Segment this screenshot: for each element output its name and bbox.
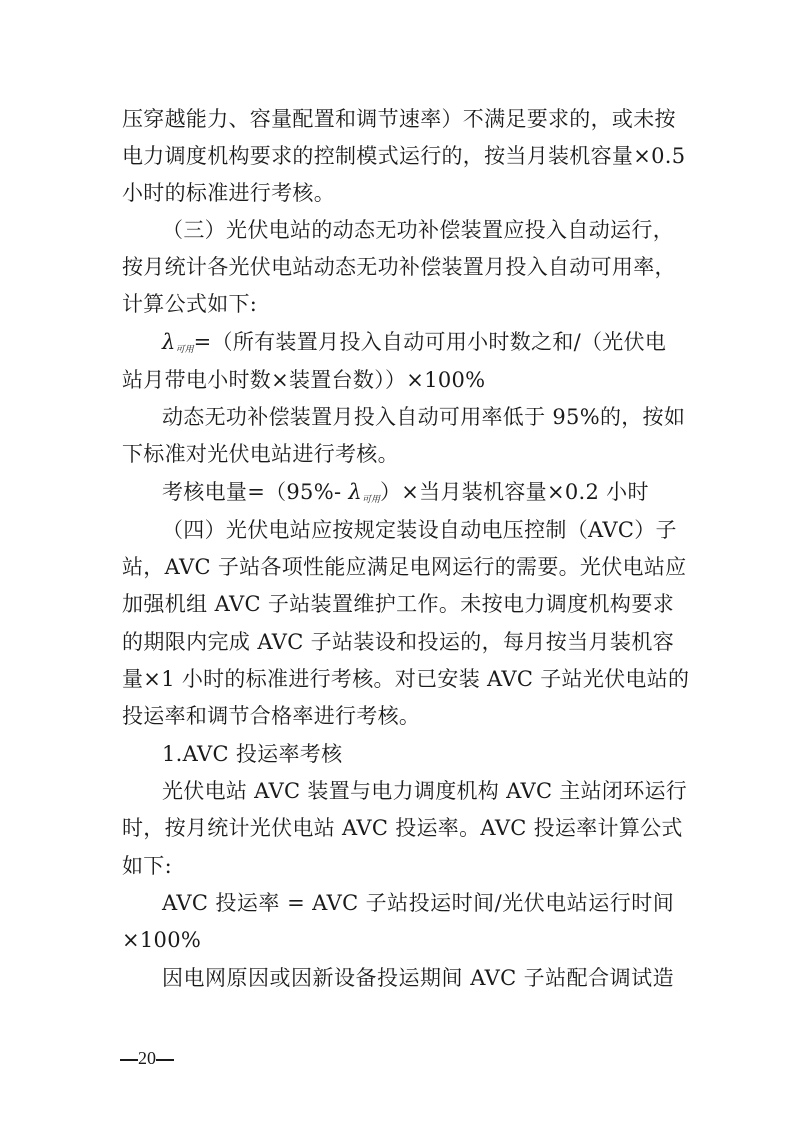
paragraph-line: 光伏电站 AVC 装置与电力调度机构 AVC 主站闭环运行 (162, 779, 688, 803)
page-number-dash-left (120, 1059, 138, 1061)
paragraph-line: 加强机组 AVC 子站装置维护工作。未按电力调度机构要求 (122, 592, 674, 616)
paragraph-line: 的期限内完成 AVC 子站装设和投运的，每月按当月装机容 (122, 630, 674, 654)
section-three-heading-line: （三）光伏电站的动态无功补偿装置应投入自动运行， (162, 218, 674, 242)
formula-prefix: 考核电量=（95%- (162, 480, 349, 504)
paragraph-line: 量×1 小时的标准进行考核。对已安装 AVC 子站光伏电站的 (122, 667, 690, 691)
page-number (120, 1044, 174, 1072)
availability-formula-line (162, 327, 674, 357)
lambda-subscript: 可用 (361, 495, 380, 505)
lambda-symbol: λ (162, 330, 176, 354)
paragraph-line: 如下: (122, 854, 172, 878)
paragraph-line: ×100% (122, 928, 202, 952)
paragraph-line: 电力调度机构要求的控制模式运行的，按当月装机容量×0.5 (122, 144, 686, 168)
paragraph-line: 动态无功补偿装置月投入自动可用率低于 95%的，按如 (162, 405, 686, 429)
paragraph-line: 小时的标准进行考核。 (122, 181, 335, 205)
paragraph-line: 时，按月统计光伏电站 AVC 投运率。AVC 投运率计算公式 (122, 816, 683, 840)
formula-text: =（所有装置月投入自动可用小时数之和/（光伏电 (193, 330, 667, 354)
paragraph-line: 投运率和调节合格率进行考核。 (122, 704, 421, 728)
paragraph-line: 压穿越能力、容量配置和调节速率）不满足要求的，或未按 (122, 107, 676, 131)
paragraph-line: 因电网原因或因新设备投运期间 AVC 子站配合调试造 (162, 966, 674, 990)
avc-formula-line: AVC 投运率 = AVC 子站投运时间/光伏电站运行时间 (162, 891, 674, 915)
paragraph-line: 站月带电小时数×装置台数））×100% (122, 368, 486, 392)
paragraph-line: 计算公式如下: (122, 292, 258, 316)
paragraph-line: 站，AVC 子站各项性能应满足电网运行的需要。光伏电站应 (122, 555, 687, 579)
page-number-text: 20 (138, 1048, 156, 1068)
page-number-dash-right (156, 1059, 174, 1061)
paragraph-line: 按月统计各光伏电站动态无功补偿装置月投入自动可用率， (122, 255, 676, 279)
subsection-heading: 1.AVC 投运率考核 (162, 742, 343, 766)
lambda-symbol: λ (348, 480, 362, 504)
paragraph-line: 下标准对光伏电站进行考核。 (122, 442, 399, 466)
section-four-heading-line: （四）光伏电站应按规定装设自动电压控制（AVC）子 (162, 518, 677, 542)
formula-suffix: ）×当月装机容量×0.2 小时 (379, 480, 649, 504)
assessment-formula-line (162, 477, 674, 507)
lambda-subscript: 可用 (175, 345, 194, 355)
